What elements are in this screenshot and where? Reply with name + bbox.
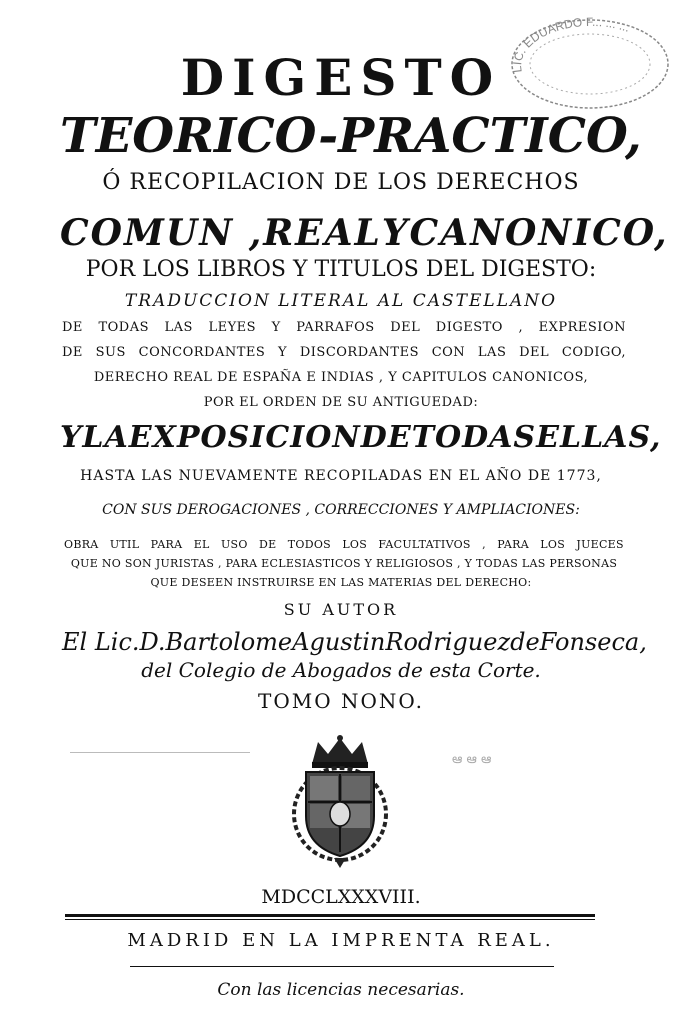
word: DE <box>360 420 412 455</box>
word: EXPRESION <box>538 320 626 335</box>
word: DISCORDANTES <box>299 345 419 360</box>
author-word: El Lic. <box>62 628 140 656</box>
word: DE <box>62 320 83 335</box>
word: LA <box>82 420 129 455</box>
word: Y <box>278 345 288 360</box>
su-autor: SU AUTOR <box>283 600 399 619</box>
author-word: Fonseca, <box>539 628 647 656</box>
volume-label: TOMO NONO. <box>258 689 424 713</box>
word: LOS <box>342 538 368 551</box>
word: EL <box>193 538 210 551</box>
word: CODIGO, <box>561 345 626 360</box>
title-digesto: DIGESTO <box>180 48 502 107</box>
obra-line-1 <box>64 538 624 551</box>
author-name <box>62 628 647 656</box>
faint-mark-line <box>70 752 250 753</box>
word: DE <box>259 538 277 551</box>
title-teorico-practico: TEORICO-PRACTICO, <box>60 108 642 164</box>
word: DIGESTO <box>435 320 503 335</box>
word: JUECES <box>576 538 624 551</box>
description-line-4: POR EL ORDEN DE SU ANTIGUEDAD: <box>203 395 479 410</box>
obra-line-3: QUE DESEEN INSTRUIRSE EN LAS MATERIAS DEL DERECHO: <box>150 576 532 589</box>
author-word: de <box>510 628 540 656</box>
exposicion-line <box>60 420 662 455</box>
imprint-rule <box>130 966 554 967</box>
author-word: D. <box>139 628 166 656</box>
comun-word: CANONICO, <box>409 212 669 254</box>
author-word: Bartolome <box>165 628 293 656</box>
word: , <box>482 538 486 551</box>
word: Y <box>271 320 281 335</box>
imprint: MADRID EN LA IMPRENTA REAL. <box>127 930 555 951</box>
word: LOS <box>540 538 566 551</box>
word: DEL <box>519 345 550 360</box>
coat-of-arms-icon <box>290 734 390 870</box>
word: TODOS <box>287 538 331 551</box>
author-colegio: del Colegio de Abogados de esta Corte. <box>141 658 541 682</box>
word: LAS <box>477 345 507 360</box>
thin-rule <box>65 919 595 920</box>
comun-word: Y <box>381 212 410 254</box>
word: ELLAS, <box>536 420 662 455</box>
word: FACULTATIVOS <box>378 538 471 551</box>
word: USO <box>220 538 248 551</box>
word: PARA <box>150 538 183 551</box>
word: LEYES <box>208 320 257 335</box>
con-sus-line: CON SUS DEROGACIONES , CORRECCIONES Y AMPLIACIONES: <box>102 502 580 518</box>
publication-year: MDCCLXXXVIII. <box>261 886 421 908</box>
word: OBRA <box>64 538 99 551</box>
word: TODAS <box>411 420 537 455</box>
faint-mark: ఆ ఆ ఆ <box>452 752 492 767</box>
word: Y <box>60 420 83 455</box>
word: DEL <box>390 320 421 335</box>
word: PARRAFOS <box>296 320 375 335</box>
word: LAS <box>164 320 193 335</box>
obra-line-2: QUE NO SON JURISTAS , PARA ECLESIASTICOS Y RELIGIOSOS , Y TODAS LAS PERSONAS <box>70 557 618 570</box>
subtitle-recopilacion: Ó RECOPILACION DE LOS DERECHOS <box>102 170 580 195</box>
word: CON <box>431 345 466 360</box>
description-line-2 <box>62 345 626 360</box>
word: CONCORDANTES <box>138 345 266 360</box>
subtitle-por-libros: POR LOS LIBROS Y TITULOS DEL DIGESTO: <box>85 257 597 282</box>
thick-rule <box>65 914 595 917</box>
word: PARA <box>497 538 529 551</box>
word: UTIL <box>109 538 140 551</box>
subtitle-comun-real-canonico <box>60 212 669 254</box>
description-line-1 <box>62 320 626 335</box>
word: , <box>518 320 524 335</box>
comun-word: COMUN , <box>60 212 264 254</box>
hasta-line: HASTA LAS NUEVAMENTE RECOPILADAS EN EL AÑO DE 1773, <box>80 468 602 484</box>
word: TODAS <box>98 320 149 335</box>
licencias-line: Con las licencias necesarias. <box>217 980 465 1000</box>
author-word: Rodriguez <box>385 628 511 656</box>
description-line-3: DERECHO REAL DE ESPAÑA E INDIAS , Y CAPITULOS CANONICOS, <box>93 370 589 385</box>
word: SUS <box>95 345 126 360</box>
comun-word: REAL <box>263 212 382 254</box>
word: DE <box>62 345 83 360</box>
author-word: Agustin <box>292 628 386 656</box>
word: EXPOSICION <box>128 420 361 455</box>
subtitle-traduccion: TRADUCCION LITERAL AL CASTELLANO <box>124 291 558 311</box>
stamp-text: LIC. EDUARDO F... ... ... <box>510 14 632 74</box>
